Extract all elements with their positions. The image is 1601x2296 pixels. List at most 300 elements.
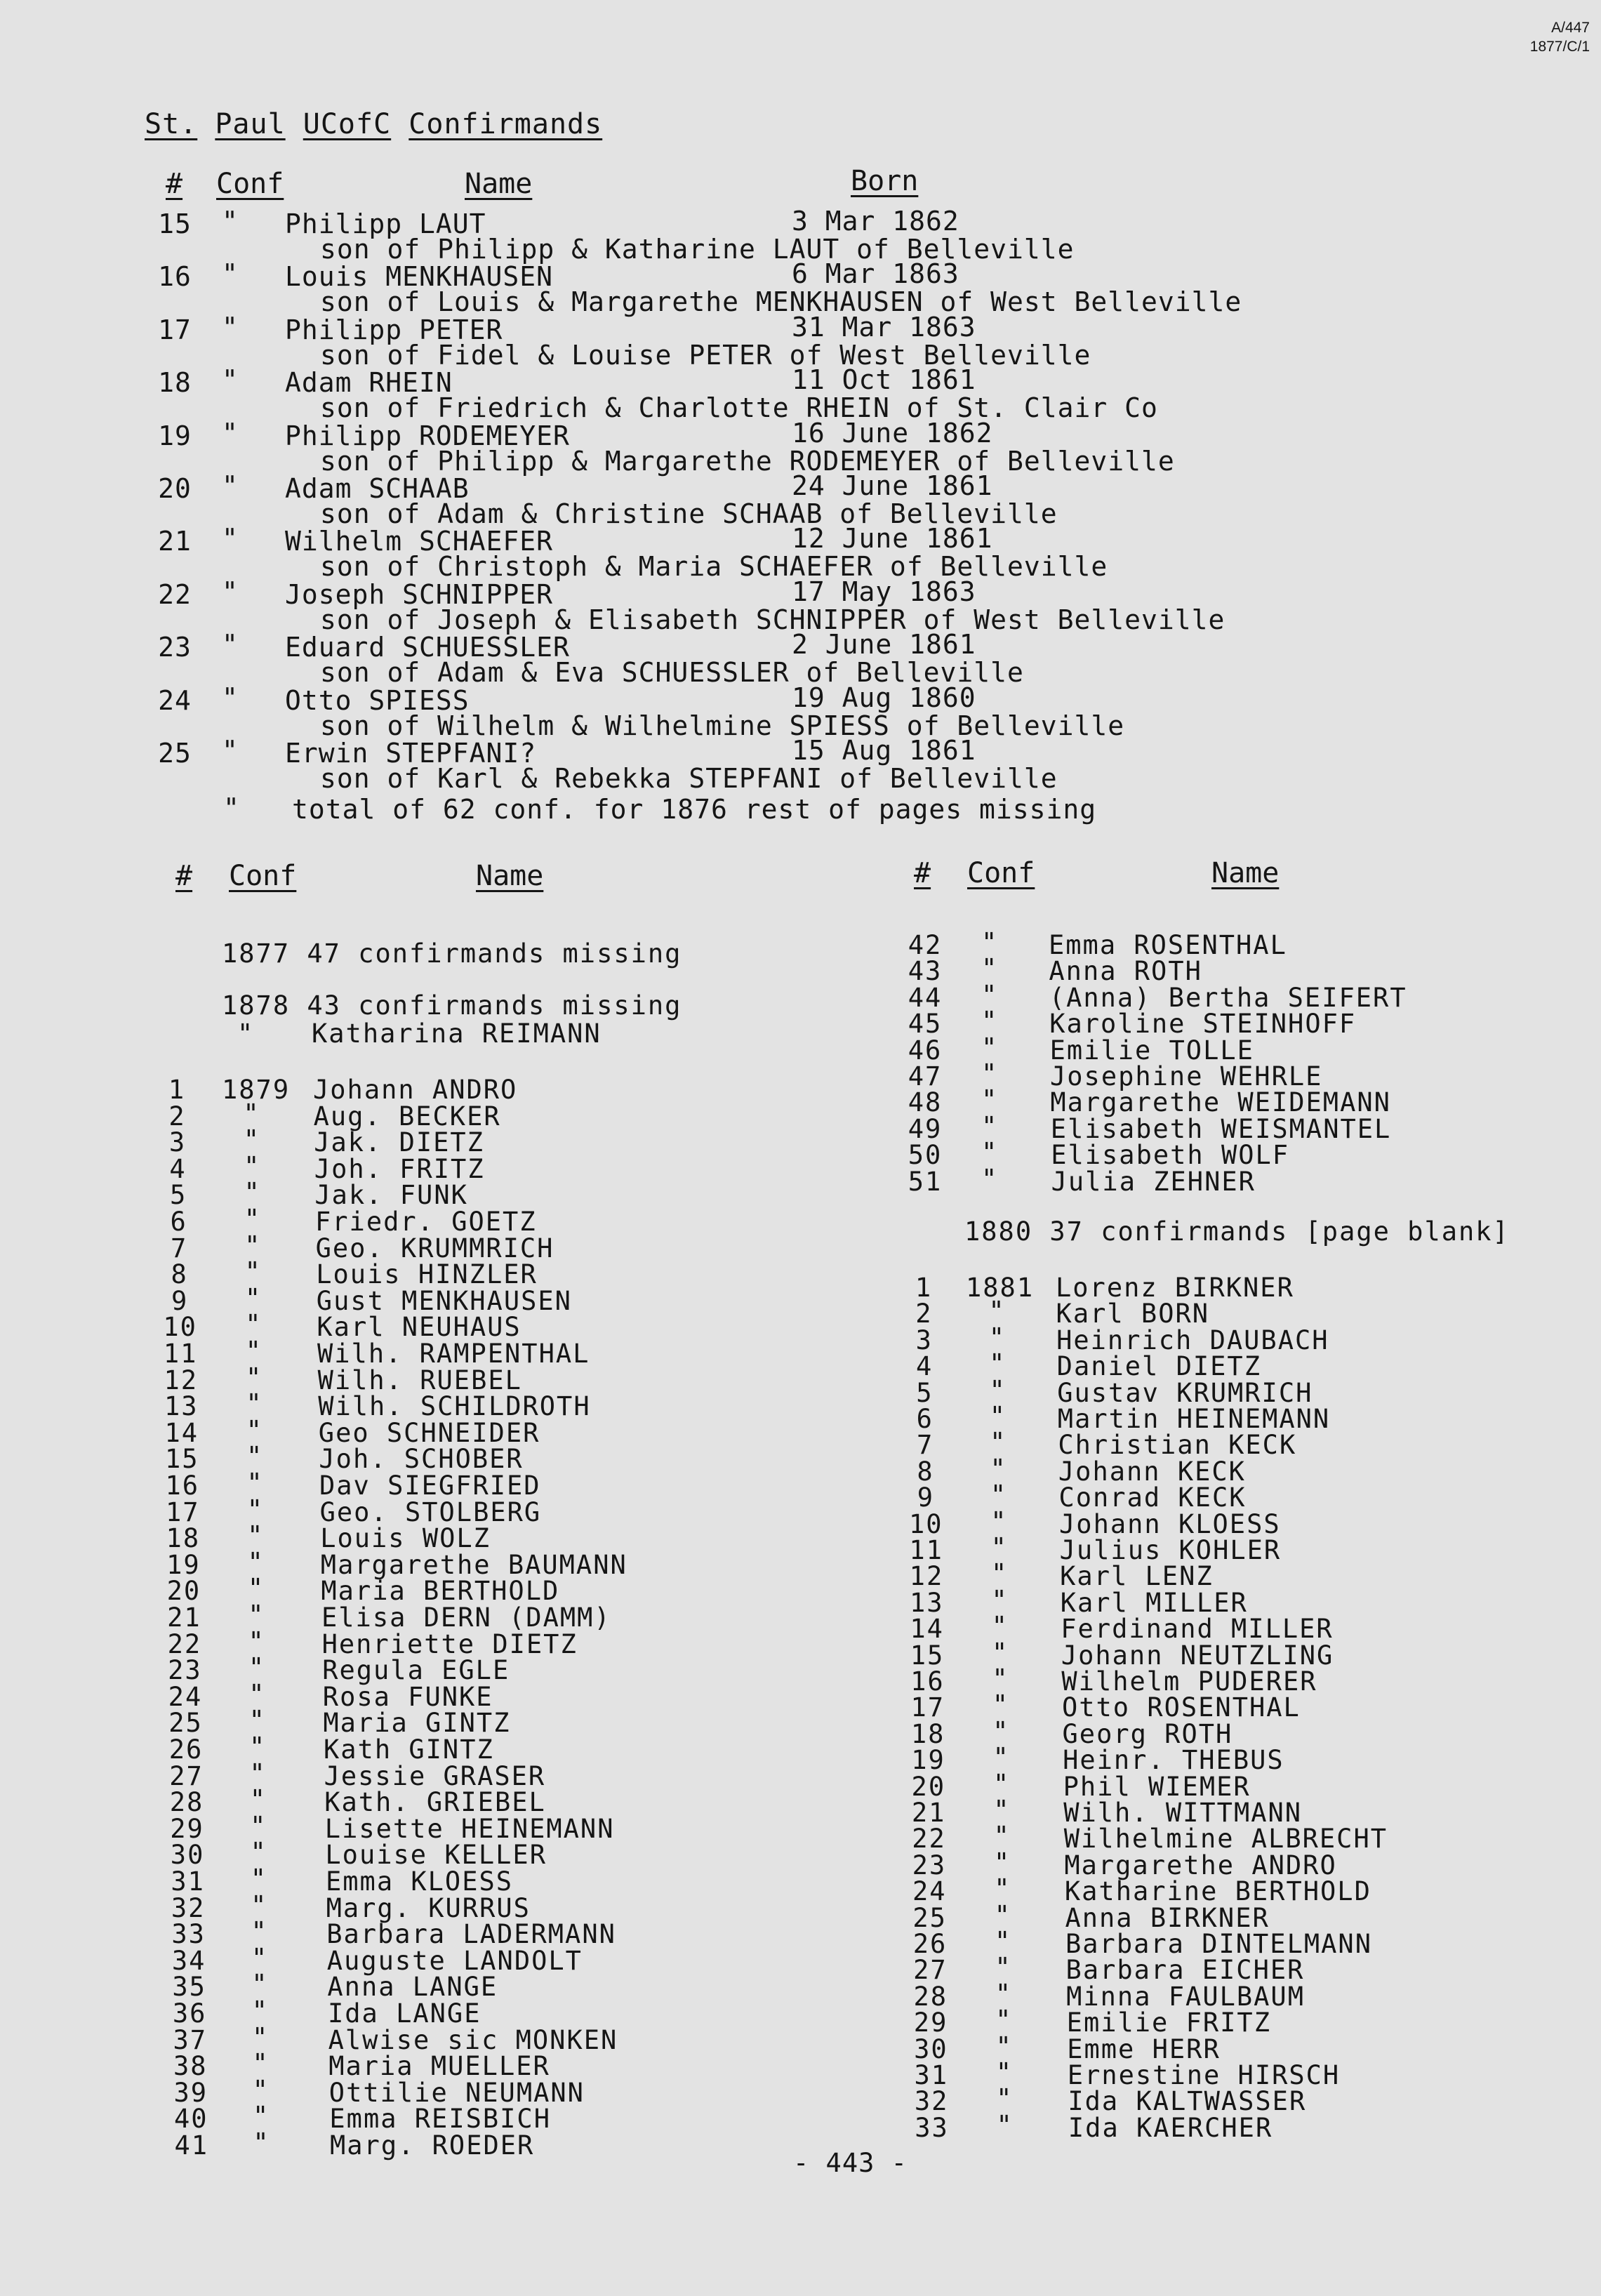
confirmand-name: Gust MENKHAUSEN [316, 1285, 572, 1316]
ditto-mark: " [990, 1506, 1008, 1537]
confirmand-name: Louis MENKHAUSEN [285, 261, 554, 293]
entry-number: 20 [158, 473, 192, 504]
ditto-mark: " [247, 1520, 265, 1551]
entry-number: 3 [915, 1325, 933, 1355]
confirmand-name: Heinrich DAUBACH [1056, 1325, 1329, 1355]
confirmand-name: Margarethe WEIDEMANN [1050, 1087, 1391, 1118]
entry-number: 4 [915, 1351, 934, 1382]
confirmand-name: Kath. GRIEBEL [324, 1787, 546, 1818]
confirmand-name: Geo. KRUMMRICH [315, 1233, 554, 1263]
entry-number: 8 [171, 1259, 188, 1290]
confirmand-name: Maria GINTZ [323, 1708, 511, 1739]
entry-number: 34 [171, 1945, 206, 1976]
entry-number: 18 [166, 1523, 201, 1554]
ditto-mark: " [990, 1532, 1008, 1562]
parents-line: son of Philipp & Margarethe RODEMEYER of Belleville [320, 445, 1175, 477]
entry-number: 21 [911, 1798, 946, 1828]
confirmand-name: Elisabeth WOLF [1051, 1140, 1290, 1171]
entry-number: 33 [915, 2112, 949, 2143]
entry-number: 27 [913, 1955, 948, 1986]
ditto-mark: " [993, 1821, 1011, 1852]
entry-number: 5 [169, 1180, 187, 1211]
ditto-mark: " [994, 1899, 1011, 1930]
entry-number: 39 [173, 2077, 208, 2108]
ditto-mark: " [995, 1926, 1012, 1956]
reference-line-1: A/447 [1551, 20, 1590, 36]
ditto-mark: " [251, 1890, 268, 1920]
parents-line: son of Joseph & Elisabeth SCHNIPPER of West Belleville [320, 604, 1225, 635]
entry-number: 24 [168, 1681, 203, 1712]
entry-number: 9 [917, 1482, 935, 1513]
ditto-mark: " [992, 1637, 1009, 1668]
confirmand-name: Karoline STEINHOFF [1049, 1009, 1357, 1040]
entry-number: 9 [171, 1285, 189, 1316]
ditto-mark: " [222, 206, 239, 237]
entry-number: 33 [171, 1919, 206, 1950]
entry-number: 44 [908, 982, 943, 1013]
ditto-mark: " [995, 2057, 1014, 2088]
ditto-mark: " [247, 1573, 265, 1604]
confirmand-name: Karl LENZ [1060, 1561, 1214, 1592]
confirmand-name: Martin HEINEMANN [1057, 1404, 1331, 1434]
note-1878: 1878 43 confirmands missing [222, 990, 682, 1021]
name-header: Name [465, 168, 533, 200]
entry-number: 17 [910, 1692, 945, 1723]
confirmand-name: Lorenz BIRKNER [1056, 1273, 1294, 1303]
entry-number: 28 [913, 1981, 948, 2012]
ditto-mark: " [252, 2074, 270, 2105]
ditto-mark: " [992, 1742, 1010, 1773]
confirmand-name: Anna ROTH [1049, 956, 1202, 987]
parents-line: son of Wilhelm & Wilhelmine SPIESS of Belleville [320, 710, 1125, 741]
confirmand-name: Elisa DERN (DAMM) [321, 1602, 611, 1633]
birth-date: 12 June 1861 [792, 523, 993, 555]
entry-number: 30 [170, 1840, 205, 1871]
entry-number: 42 [908, 930, 943, 960]
birth-date: 31 Mar 1863 [792, 311, 976, 343]
ditto-mark: " [244, 1282, 263, 1313]
entry-number: 17 [158, 314, 192, 345]
entry-number: 23 [912, 1850, 947, 1880]
ditto-mark: " [246, 1414, 263, 1445]
birth-date: 15 Aug 1861 [792, 735, 976, 766]
ditto-mark: " [222, 311, 239, 343]
confirmand-name: Julius KOHLER [1059, 1535, 1282, 1565]
confirmand-name: Emma KLOESS [326, 1866, 514, 1897]
ditto-mark: " [991, 1584, 1009, 1615]
ditto-mark: " [237, 1018, 255, 1049]
entry-number: 20 [911, 1771, 946, 1802]
entry-number: 8 [917, 1456, 934, 1487]
reference-code [1530, 18, 1590, 56]
ditto-mark: " [995, 1952, 1012, 1983]
entry-number: 6 [170, 1207, 187, 1237]
entry-number: 50 [908, 1140, 943, 1171]
entry-number: 15 [164, 1444, 199, 1475]
ditto-mark: " [991, 1611, 1009, 1642]
confirmand-name: Margarethe BAUMANN [320, 1549, 627, 1580]
ditto-mark: " [251, 1996, 269, 2026]
parents-line: son of Philipp & Katharine LAUT of Belleville [320, 234, 1075, 265]
ditto-mark: " [981, 953, 999, 984]
entry-number: 21 [158, 526, 192, 557]
conf-header: Conf [967, 857, 1035, 889]
confirmand-name: Auguste LANDOLT [326, 1945, 583, 1976]
parents-line: son of Louis & Margarethe MENKHAUSEN of West Belleville [320, 286, 1242, 318]
ditto-mark: " [253, 2128, 270, 2158]
entry-number: 24 [912, 1876, 947, 1907]
confirmand-name: Ida KALTWASSER [1068, 2086, 1307, 2117]
ditto-mark: " [222, 417, 239, 449]
entry-number: 12 [909, 1561, 944, 1592]
entry-number: 15 [158, 208, 192, 239]
entry-number: 14 [164, 1417, 199, 1448]
entry-number: 29 [170, 1813, 204, 1844]
ditto-mark: " [989, 1401, 1007, 1431]
title-word: St. [145, 108, 198, 140]
birth-date: 24 June 1861 [792, 470, 993, 501]
confirmand-name: Katharine BERTHOLD [1064, 1876, 1371, 1907]
entry-number: 32 [171, 1892, 206, 1923]
ditto-mark: " [992, 1664, 1009, 1694]
confirmand-name: Julia ZEHNER [1051, 1166, 1256, 1197]
confirmand-name: Emma REISBICH [329, 2104, 551, 2135]
confirmand-name: Emilie FRITZ [1066, 2008, 1271, 2038]
birth-date: 17 May 1863 [792, 576, 976, 607]
birth-date: 2 June 1861 [792, 629, 976, 661]
confirmand-name: Wilh. RUEBEL [317, 1365, 522, 1395]
entry-number: 37 [173, 2024, 207, 2055]
confirmand-name: Eduard SCHUESSLER [285, 632, 570, 663]
note-1880: 1880 37 confirmands [page blank] [964, 1216, 1510, 1247]
entry-number: 19 [158, 420, 192, 451]
entry-number: 27 [169, 1760, 204, 1791]
confirmand-name: Joh. SCHOBER [319, 1444, 524, 1475]
ditto-mark: " [995, 2005, 1013, 2036]
confirmand-name: Wilhelmine ALBRECHT [1063, 1824, 1388, 1854]
ditto-mark: " [248, 1705, 266, 1736]
confirmand-name: Lisette HEINEMANN [324, 1813, 615, 1844]
ditto-mark: " [251, 1942, 269, 1973]
entry-number: 36 [172, 1998, 207, 2029]
num-header: # [175, 860, 193, 892]
entry-number: 22 [167, 1628, 202, 1659]
entry-number: 22 [158, 578, 192, 610]
parents-line: son of Friedrich & Charlotte RHEIN of St. Clair Co [320, 392, 1158, 424]
entry-number: 25 [912, 1902, 947, 1933]
confirmand-name: Emme HERR [1067, 2033, 1221, 2064]
ditto-mark: " [249, 1784, 267, 1815]
confirmand-name: Louis WOLZ [320, 1523, 491, 1554]
ditto-mark: " [222, 629, 239, 661]
note-1877: 1877 47 confirmands missing [222, 938, 682, 969]
ditto-mark: " [990, 1453, 1007, 1484]
confirmand-name: Joh. FRITZ [314, 1153, 485, 1184]
entry-number: 14 [910, 1614, 944, 1645]
confirmand-name: Kath GINTZ [324, 1734, 494, 1765]
confirmand-name: (Anna) Bertha SEIFERT [1049, 982, 1407, 1013]
num-header: # [914, 857, 931, 889]
confirmand-name: Emilie TOLLE [1049, 1035, 1254, 1066]
conf-header: Conf [229, 860, 297, 892]
confirmand-name: Anna BIRKNER [1065, 1902, 1270, 1933]
confirmand-name: Henriette DIETZ [321, 1628, 578, 1659]
entry-number: 40 [173, 2104, 208, 2135]
year-label-1881: 1881 [966, 1273, 1035, 1303]
ditto-mark: " [995, 2031, 1013, 2062]
ditto-mark: " [244, 1256, 262, 1287]
entry-number: 5 [916, 1377, 934, 1408]
confirmand-name-reimann: Katharina REIMANN [312, 1018, 602, 1049]
entry-number: 18 [910, 1718, 945, 1749]
confirmand-name: Barbara EICHER [1065, 1955, 1305, 1986]
confirmand-name: Marg. KURRUS [326, 1892, 531, 1923]
entry-number: 7 [170, 1233, 188, 1263]
entry-number: 47 [908, 1061, 943, 1091]
entry-number: 31 [914, 2060, 949, 2090]
ditto-mark: " [244, 1177, 261, 1208]
ditto-mark: " [981, 1059, 999, 1089]
ditto-mark: " [222, 258, 239, 290]
ditto-mark: " [992, 1768, 1011, 1799]
parents-line: son of Fidel & Louise PETER of West Belleville [320, 339, 1091, 371]
entry-number: 48 [908, 1087, 943, 1118]
name-header: Name [476, 860, 544, 892]
birth-date: 6 Mar 1863 [792, 258, 959, 290]
entry-number: 3 [168, 1127, 187, 1158]
entry-number: 26 [912, 1929, 948, 1959]
confirmand-name: Emma ROSENTHAL [1049, 930, 1287, 960]
entry-number: 7 [917, 1430, 934, 1461]
entry-number: 1 [915, 1273, 933, 1303]
parents-line: son of Adam & Eva SCHUESSLER of Belleville [320, 657, 1024, 689]
confirmand-name: Wilhelm PUDERER [1061, 1666, 1317, 1697]
confirmand-name: Maria BERTHOLD [321, 1576, 560, 1607]
ditto-mark: " [249, 1732, 267, 1762]
confirmand-name: Barbara LADERMANN [326, 1919, 616, 1950]
ditto-mark: " [988, 1322, 1006, 1353]
year-label-1879: 1879 [222, 1075, 291, 1105]
ditto-mark: " [222, 576, 239, 607]
ditto-mark: " [244, 1150, 261, 1181]
confirmand-name: Georg ROTH [1062, 1718, 1233, 1749]
confirmand-name: Joseph SCHNIPPER [285, 578, 554, 610]
entry-number: 22 [912, 1824, 946, 1854]
entry-number: 11 [163, 1339, 198, 1369]
title-word: UCofC [303, 108, 392, 140]
ditto-mark: " [243, 1098, 260, 1129]
ditto-mark: " [223, 792, 240, 823]
ditto-mark: " [246, 1441, 264, 1472]
ditto-mark: " [251, 1969, 269, 2000]
entry-number: 18 [158, 367, 192, 399]
name-header: Name [1211, 857, 1280, 889]
confirmand-name: Maria MUELLER [328, 2051, 550, 2082]
confirmand-name: Jak. DIETZ [314, 1127, 484, 1158]
confirmand-name: Wilh. RAMPENTHAL [317, 1339, 590, 1369]
ditto-mark: " [245, 1309, 263, 1340]
confirmand-name: Johann ANDRO [313, 1075, 518, 1105]
entry-number: 4 [169, 1153, 187, 1184]
ditto-mark: " [251, 2022, 270, 2052]
entry-number: 17 [166, 1497, 200, 1527]
entry-number: 6 [916, 1404, 934, 1434]
entry-number: 35 [172, 1972, 206, 2003]
entry-number: 13 [910, 1587, 944, 1618]
confirmand-name: Karl NEUHAUS [317, 1312, 522, 1343]
parents-line: son of Karl & Rebekka STEPFANI of Belleville [320, 763, 1058, 794]
ditto-mark: " [990, 1480, 1008, 1511]
entry-number: 23 [168, 1655, 202, 1686]
birth-date: 16 June 1862 [792, 417, 993, 449]
ditto-mark: " [993, 1847, 1011, 1878]
entry-number: 43 [908, 956, 943, 987]
ditto-mark: " [244, 1230, 262, 1261]
confirmand-name: Gustav KRUMRICH [1057, 1377, 1313, 1408]
confirmand-name: Ida LANGE [328, 1998, 481, 2029]
confirmand-name: Alwise sic MONKEN [328, 2024, 618, 2055]
entry-number: 30 [914, 2033, 948, 2064]
reference-line-2: 1877/C/1 [1529, 39, 1590, 55]
born-header: Born [851, 165, 919, 197]
ditto-mark: " [981, 1032, 999, 1063]
ditto-mark: " [981, 1137, 999, 1168]
ditto-mark: " [251, 1916, 268, 1947]
confirmand-name: Daniel DIETZ [1056, 1351, 1261, 1382]
ditto-mark: " [222, 523, 239, 555]
entry-number: 16 [158, 261, 192, 293]
ditto-mark: " [248, 1678, 266, 1709]
parents-line: son of Adam & Christine SCHAAB of Belleville [320, 498, 1058, 529]
confirmand-name: Christian KECK [1058, 1430, 1297, 1461]
confirmand-name: Johann KLOESS [1059, 1508, 1281, 1539]
entry-number: 46 [908, 1035, 943, 1066]
ditto-mark: " [245, 1362, 263, 1393]
entry-number: 19 [911, 1745, 945, 1776]
confirmand-name: Philipp RODEMEYER [285, 420, 570, 451]
entry-number: 1 [168, 1075, 186, 1105]
confirmand-name: Otto SPIESS [285, 684, 470, 716]
entry-number: 11 [909, 1535, 943, 1565]
ditto-mark: " [250, 1837, 267, 1868]
ditto-mark: " [992, 1690, 1010, 1720]
entry-number: 29 [913, 2008, 948, 2038]
entry-number: 10 [908, 1508, 943, 1539]
confirmand-name: Wilh. WITTMANN [1063, 1798, 1303, 1828]
entry-number: 26 [168, 1734, 204, 1765]
ditto-mark: " [981, 979, 999, 1010]
confirmand-name: Margarethe ANDRO [1064, 1850, 1337, 1880]
conf-header: Conf [216, 168, 284, 200]
birth-date: 3 Mar 1862 [792, 206, 959, 237]
confirmand-name: Elisabeth WEISMANTEL [1050, 1113, 1392, 1144]
confirmand-name: Adam RHEIN [285, 367, 453, 399]
entry-number: 41 [174, 2130, 209, 2161]
ditto-mark: " [993, 1795, 1011, 1825]
ditto-mark: " [988, 1296, 1006, 1327]
confirmand-name: Johann KECK [1058, 1456, 1246, 1487]
ditto-mark: " [990, 1558, 1009, 1589]
entry-number: 19 [166, 1549, 201, 1580]
ditto-mark: " [243, 1124, 260, 1155]
ditto-mark: " [250, 1864, 268, 1894]
entry-number: 16 [165, 1471, 200, 1501]
confirmand-name: Marg. ROEDER [330, 2130, 535, 2161]
ditto-mark: " [248, 1626, 265, 1657]
ditto-mark: " [222, 682, 239, 713]
ditto-mark: " [250, 1810, 267, 1841]
ditto-mark: " [981, 927, 999, 957]
confirmand-name: Aug. BECKER [313, 1101, 501, 1132]
entry-number: 51 [908, 1166, 943, 1197]
confirmand-name: Rosa FUNKE [322, 1681, 493, 1712]
entry-number: 28 [169, 1787, 204, 1818]
entry-number: 23 [158, 632, 192, 663]
entry-number: 20 [166, 1576, 201, 1607]
confirmand-name: Jak. FUNK [314, 1180, 468, 1211]
ditto-mark: " [247, 1546, 265, 1577]
ditto-mark: " [981, 1110, 999, 1141]
ditto-mark: " [244, 1204, 262, 1234]
confirmand-name: Philipp PETER [285, 314, 503, 345]
entry-number: 25 [158, 738, 192, 769]
entry-number: 13 [164, 1391, 199, 1422]
ditto-mark: " [248, 1652, 266, 1683]
ditto-mark: " [994, 1873, 1011, 1904]
confirmand-name: Otto ROSENTHAL [1061, 1692, 1301, 1723]
title-word: Confirmands [408, 108, 603, 140]
ditto-mark: " [989, 1374, 1007, 1405]
ditto-mark: " [222, 470, 239, 501]
page-number: - 443 - [793, 2148, 908, 2178]
page-title [145, 108, 602, 140]
entry-number: 12 [164, 1365, 198, 1395]
ditto-mark: " [252, 2048, 270, 2079]
ditto-mark: " [246, 1468, 264, 1498]
ditto-mark: " [981, 1163, 999, 1194]
confirmand-name: Friedr. GOETZ [315, 1207, 537, 1237]
entry-number: 49 [908, 1113, 943, 1144]
ditto-mark: " [253, 2101, 270, 2132]
confirmand-name: Ferdinand MILLER [1061, 1614, 1334, 1645]
birth-date: 11 Oct 1861 [792, 364, 976, 396]
confirmand-name: Phil WIEMER [1063, 1771, 1251, 1802]
confirmand-name: Erwin STEPFANI? [285, 738, 537, 769]
confirmand-name: Josephine WEHRLE [1050, 1061, 1323, 1091]
confirmand-name: Ottilie NEUMANN [328, 2077, 585, 2108]
confirmand-name: Regula EGLE [322, 1655, 510, 1686]
entry-number: 31 [171, 1866, 205, 1897]
confirmand-name: Geo SCHNEIDER [318, 1417, 540, 1448]
entry-number: 25 [168, 1708, 203, 1739]
entry-number: 16 [910, 1666, 945, 1697]
birth-date: 19 Aug 1860 [792, 682, 976, 713]
confirmand-name: Wilhelm SCHAEFER [285, 526, 554, 557]
confirmand-name: Minna FAULBAUM [1066, 1981, 1305, 2012]
ditto-mark: " [995, 1978, 1012, 2009]
entry-number: 38 [173, 2051, 208, 2082]
ditto-mark: " [249, 1758, 267, 1789]
confirmand-name: Barbara DINTELMANN [1065, 1929, 1372, 1959]
entry-number: 2 [168, 1101, 186, 1132]
ditto-mark: " [996, 2109, 1014, 2140]
confirmand-name: Dav SIEGFRIED [319, 1471, 541, 1501]
ditto-mark: " [981, 1084, 999, 1115]
title-word: Paul [215, 108, 286, 140]
entry-number: 24 [158, 684, 192, 716]
confirmand-name: Conrad KECK [1058, 1482, 1247, 1513]
confirmand-name: Johann NEUTZLING [1061, 1640, 1334, 1671]
